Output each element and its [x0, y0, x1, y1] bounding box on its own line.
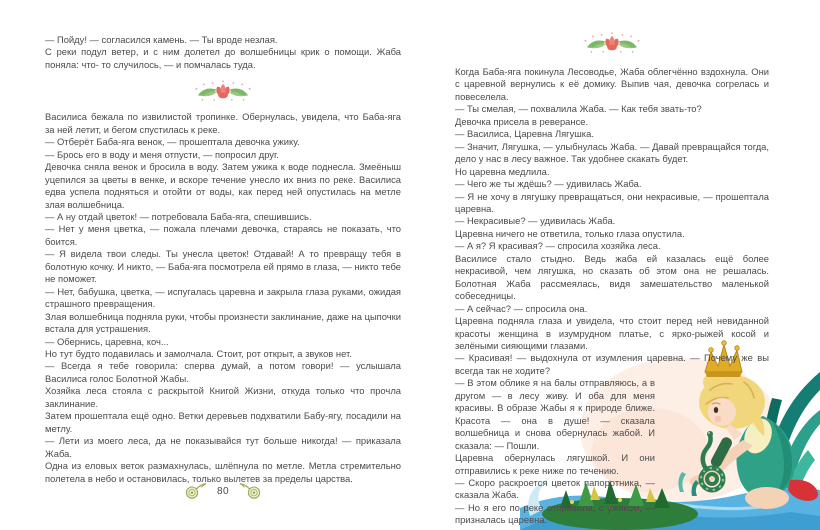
paragraph: Царевна ничего не ответила, только глаза опустила.: [455, 227, 685, 239]
paragraph: Девочка присела в реверансе.: [455, 115, 589, 127]
paragraph: — Ты смелая, — похвалила Жаба. — Как тебя звать-то?: [455, 103, 702, 115]
page-number: 80: [216, 485, 230, 497]
paragraph: — Чего же ты ждёшь? — удивилась Жаба.: [455, 178, 642, 190]
paragraph: Но тут будто подавилась и замолчала. Стоит, рот открыт, а звуков нет.: [45, 347, 352, 359]
paragraph: Когда Баба-яга покинула Лесоводье, Жаба облегчённо вздохнула. Они с царевной вернулись к её домику. Выпив чая, девочка согрелась и повеселела.: [455, 66, 769, 102]
paragraph: — Но я его по реке отправила, с ужиком, — призналась царевна.: [455, 501, 655, 526]
paragraph: — Значит, Лягушка, — улыбнулась Жаба. — Давай превращайся тогда, дело у нас в лесу важное. Так удобнее скакать будет.: [455, 140, 769, 165]
right-page: [455, 30, 769, 527]
paragraph: Затем прошептала ещё одно. Ветки деревьев подхватили Бабу-ягу, посадили на метлу.: [45, 410, 401, 434]
paragraph: — Пойду! — согласился камень. — Ты вроде незлая.: [45, 34, 278, 45]
swirl-right-icon: [238, 482, 262, 500]
left-page: [45, 34, 401, 485]
paragraph: Царевна обернулась лягушкой. И они отправились к реке ниже по течению.: [455, 452, 655, 476]
paragraph: — Отберёт Баба-яга венок, — прошептала девочка ужику.: [45, 136, 300, 148]
paragraph: — В этом облике я на балы отправляюсь, а в другом — в лесу живу. И оба для меня красивы. В образе Жабы я к природе ближе. Красота — она в душе! — сказала волшебница и снова обернулась жабой. И сказала: — Пошли.: [455, 377, 655, 451]
paragraph: Злая волшебница подняла руки, чтобы произнести заклинание, даже на цыпочки встала для устрашения.: [45, 310, 401, 335]
illustration-text-wrap-spacer: [661, 377, 769, 527]
paragraph: Одна из еловых веток размахнулась, шлёпнула по метле. Метла стремительно полетела в небо и остановилась, только вылетев за пределы царства.: [45, 460, 401, 484]
tulip-flower-icon: [581, 31, 643, 55]
paragraph: — А сейчас? — спросила она.: [455, 302, 588, 314]
paragraph: — Нет у меня цветка, — пожала плечами девочка, стараясь не показать, что боится.: [45, 223, 401, 247]
paragraph: — Некрасивые? — удивилась Жаба.: [455, 215, 616, 227]
paragraph: — Лети из моего леса, да не показывайся тут больше никогда! — приказала Жаба.: [45, 435, 401, 459]
paragraph: — А ну отдай цветок! — потребовала Баба-яга, спешившись.: [45, 210, 312, 222]
paragraph: Василисе стало стыдно. Ведь жаба ей казалась ещё более некрасивой, чем лягушка, но сказать об этом она не решалась. Болотная Жаба рассмеялась, видя замешательство маленькой собеседницы.: [455, 252, 769, 302]
paragraph: — Всегда я тебе говорила: сперва думай, а потом говори! — услышала Василиса голос Болотной Жабы.: [45, 360, 401, 384]
swirl-left-icon: [184, 482, 208, 500]
paragraph: Царевна подняла глаза и увидела, что стоит перед ней невиданной красоты женщина в изумрудном платье, с ярко-рыжей косой и зелёными сияющими глазами.: [455, 315, 769, 351]
paragraph: — Я не хочу в лягушку превращаться, они некрасивые, — прошептала царевна.: [455, 190, 769, 214]
paragraph: С реки подул ветер, и с ним долетел до волшебницы крик о помощи. Жаба поняла: что- то случилось, — и помчалась туда.: [45, 46, 401, 70]
paragraph: — Брось его в воду и меня отпусти, — попросил друг.: [45, 148, 279, 160]
chapter-ornament: [455, 30, 769, 56]
paragraph: Девочка сняла венок и бросила в воду. Затем ужика к воде поднесла. Змеёныш уцепился за цветы в венке, и вскоре течение унесло их вниз по реке. Василиса едва успела подняться и отойти от воды, как перед ней опустилась на метле злая волшебница.: [45, 161, 401, 210]
paragraph: Василиса бежала по извилистой тропинке. Обернулась, увидела, что Баба-яга за ней летит, и бегом спустилась к реке.: [45, 111, 401, 135]
paragraph: — Нет, бабушка, цветка, — испугалась царевна и закрыла глаза руками, ожидая страшного превращения.: [45, 285, 401, 310]
paragraph: — Красивая! — выдохнула от изумления царевна. — Почему же вы всегда так не ходите?: [455, 352, 769, 376]
paragraph: — Скоро раскроется цветок папоротника, — сказала Жаба.: [455, 476, 655, 501]
paragraph: — А я? Я красивая? — спросила хозяйка леса.: [455, 240, 661, 252]
paragraph: — Я видела твои следы. Ты унесла цветок! Отдавай! А то превращу тебя в болотную кочку. И никто, — Баба-яга посмотрела ей прямо в глаза, — никто тебе не поможет.: [45, 248, 401, 285]
paragraph: Хозяйка леса стояла с раскрытой Книгой Жизни, откуда только что прочла заклинание.: [45, 385, 401, 409]
paragraph: — Обернись, царевна, коч...: [45, 335, 169, 347]
section-divider: [45, 78, 401, 104]
paragraph: Но царевна медлила.: [455, 165, 550, 177]
page-footer: [45, 482, 401, 500]
tulip-flower-icon: [192, 79, 254, 103]
paragraph: — Василиса, Царевна Лягушка.: [455, 128, 594, 140]
